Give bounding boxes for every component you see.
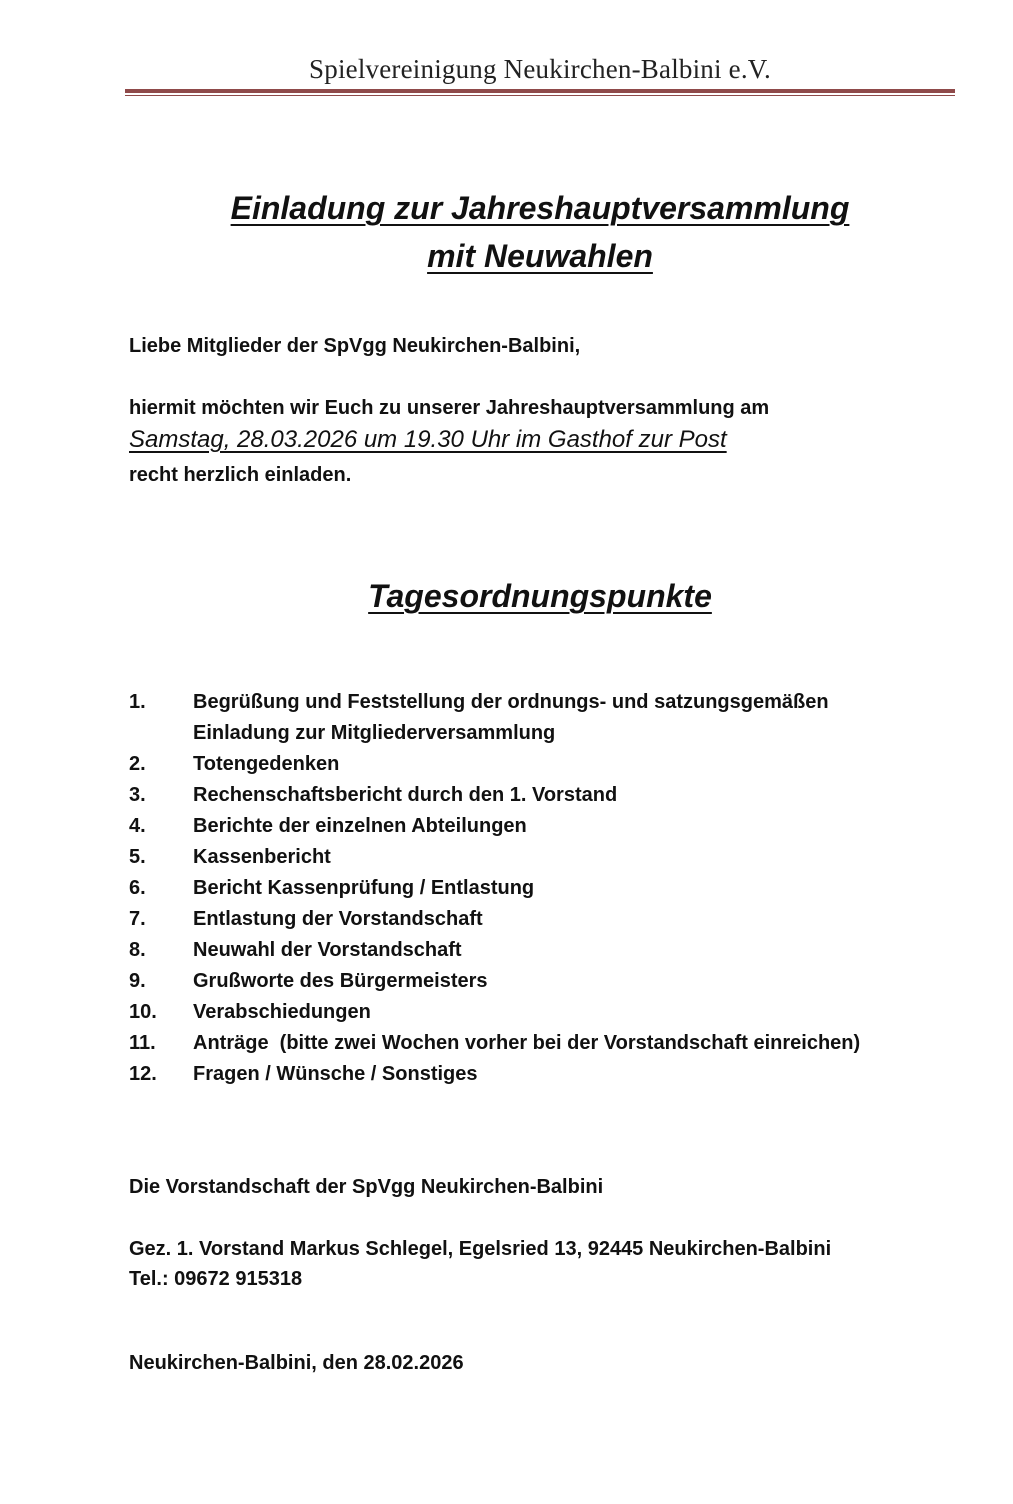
letter-greeting: Liebe Mitglieder der SpVgg Neukirchen-Balbini, bbox=[129, 335, 581, 357]
agenda-item-text: Bericht Kassenprüfung / Entlastung bbox=[193, 877, 535, 899]
agenda-item bbox=[129, 873, 989, 904]
agenda-item-text: Fragen / Wünsche / Sonstiges bbox=[193, 1063, 478, 1085]
agenda-item-number: 10. bbox=[129, 1001, 157, 1023]
agenda-item-text: Anträge (bitte zwei Wochen vorher bei der Vorstandschaft einreichen) bbox=[193, 1032, 861, 1054]
agenda-item-number: 3. bbox=[129, 784, 146, 806]
document-title-line-1-text: Einladung zur Jahreshauptversammlung bbox=[230, 190, 850, 226]
agenda-item bbox=[129, 687, 989, 749]
club-header-title: Spielvereinigung Neukirchen-Balbini e.V. bbox=[309, 54, 771, 84]
letter-intro: hiermit möchten wir Euch zu unserer Jahreshauptversammlung am bbox=[129, 397, 770, 419]
document-title-line-1 bbox=[0, 190, 1013, 227]
agenda-item-number: 1. bbox=[129, 691, 146, 713]
agenda-heading bbox=[0, 578, 1013, 615]
agenda-item-number: 2. bbox=[129, 753, 146, 775]
agenda-item bbox=[129, 749, 989, 780]
agenda-item-number: 4. bbox=[129, 815, 146, 837]
header-rule-thick bbox=[125, 89, 955, 93]
signature-signed-by: Gez. 1. Vorstand Markus Schlegel, Egelsried 13, 92445 Neukirchen-Balbini bbox=[129, 1238, 832, 1260]
agenda-item-text: Entlastung der Vorstandschaft bbox=[193, 908, 483, 930]
agenda-item bbox=[129, 842, 989, 873]
signature-phone: Tel.: 09672 915318 bbox=[129, 1268, 303, 1290]
agenda-item-number: 8. bbox=[129, 939, 146, 961]
agenda-item bbox=[129, 1028, 989, 1059]
agenda-item-number: 5. bbox=[129, 846, 146, 868]
agenda-item-number: 7. bbox=[129, 908, 146, 930]
agenda-item-number: 6. bbox=[129, 877, 146, 899]
agenda-item bbox=[129, 1059, 989, 1090]
agenda-item bbox=[129, 966, 989, 997]
agenda-item-number: 12. bbox=[129, 1063, 157, 1085]
header-rule-thin bbox=[125, 95, 955, 96]
meeting-date-line: Samstag, 28.03.2026 um 19.30 Uhr im Gasthof zur Post bbox=[129, 426, 727, 453]
agenda-item-text: Rechenschaftsbericht durch den 1. Vorstand bbox=[193, 784, 618, 806]
agenda-item bbox=[129, 904, 989, 935]
agenda-item-text: Neuwahl der Vorstandschaft bbox=[193, 939, 462, 961]
agenda-item bbox=[129, 935, 989, 966]
agenda-item-text: Begrüßung und Feststellung der ordnungs- und satzungsgemäßen Einladung zur Mitgliederversammlung bbox=[193, 691, 829, 744]
agenda-item bbox=[129, 997, 989, 1028]
agenda-item-text: Kassenbericht bbox=[193, 846, 331, 868]
agenda-item-text: Verabschiedungen bbox=[193, 1001, 371, 1023]
document-title-line-2-text: mit Neuwahlen bbox=[427, 238, 653, 274]
letter-invite-end: recht herzlich einladen. bbox=[129, 464, 352, 486]
agenda-item-number: 11. bbox=[129, 1032, 156, 1054]
agenda-heading-text: Tagesordnungspunkte bbox=[368, 578, 712, 614]
agenda-item bbox=[129, 811, 989, 842]
signature-board: Die Vorstandschaft der SpVgg Neukirchen-Balbini bbox=[129, 1176, 604, 1198]
agenda-item-text: Berichte der einzelnen Abteilungen bbox=[193, 815, 527, 837]
place-and-date: Neukirchen-Balbini, den 28.02.2026 bbox=[129, 1352, 464, 1374]
agenda-list bbox=[129, 687, 989, 1090]
agenda-item-text: Grußworte des Bürgermeisters bbox=[193, 970, 488, 992]
agenda-item-text: Totengedenken bbox=[193, 753, 340, 775]
agenda-item-number: 9. bbox=[129, 970, 146, 992]
agenda-item bbox=[129, 780, 989, 811]
document-title-line-2 bbox=[0, 238, 1013, 275]
